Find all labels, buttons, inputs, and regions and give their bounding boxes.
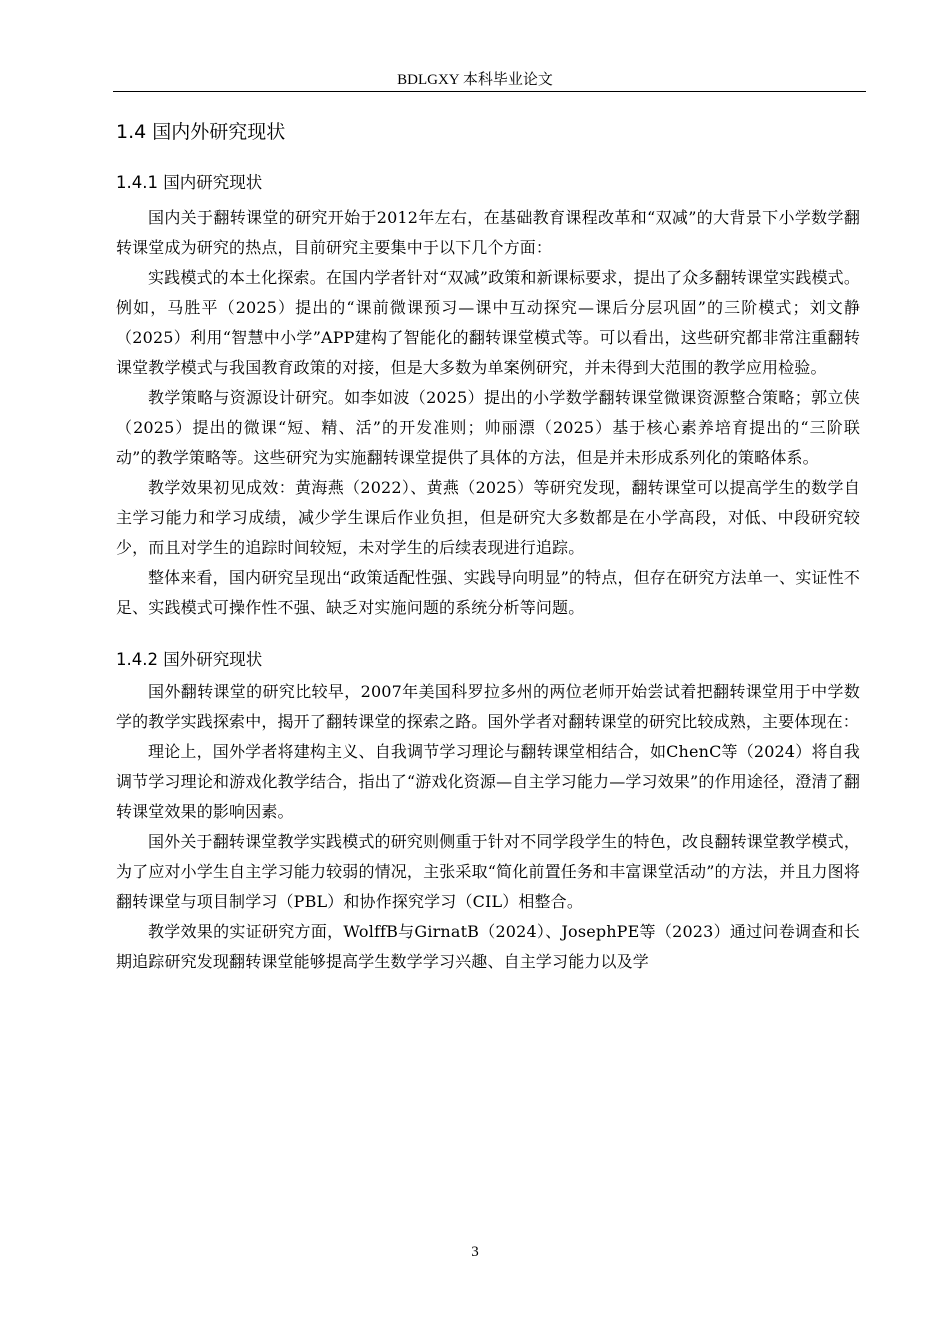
paragraph: 整体来看，国内研究呈现出“政策适配性强、实践导向明显”的特点，但存在研究方法单一、实证性不足、实践模式可操作性不强、缺乏对实施问题的系统分析等问题。	[116, 568, 860, 617]
paragraph: 理论上，国外学者将建构主义、自我调节学习理论与翻转课堂相结合，如ChenC等（2024）将自我调节学习理论和游戏化教学结合，指出了“游戏化资源—自主学习能力—学习效果”的作用途径，澄清了翻转课堂效果的影响因素。	[116, 742, 860, 821]
paragraph: 国外翻转课堂的研究比较早，2007年美国科罗拉多州的两位老师开始尝试着把翻转课堂用于中学数学的教学实践探索中，揭开了翻转课堂的探索之路。国外学者对翻转课堂的研究比较成熟，主要体现在：	[116, 682, 860, 731]
subsection-heading-foreign: 1.4.2 国外研究现状	[116, 650, 263, 669]
foreign-research-text	[116, 677, 860, 977]
paragraph: 教学效果初见成效：黄海燕（2022）、黄燕（2025）等研究发现，翻转课堂可以提高学生的数学自主学习能力和学习成绩，减少学生课后作业负担，但是研究大多数都是在小学高段，对低、中段研究较少，而且对学生的追踪时间较短，未对学生的后续表现进行追踪。	[116, 478, 860, 557]
paragraph: 国内关于翻转课堂的研究开始于2012年左右，在基础教育课程改革和“双减”的大背景下小学数学翻转课堂成为研究的热点，目前研究主要集中于以下几个方面：	[116, 208, 860, 257]
paragraph: 教学策略与资源设计研究。如李如波（2025）提出的小学数学翻转课堂微课资源整合策略；郭立侠（2025）提出的微课“短、精、活”的开发准则；帅丽漂（2025）基于核心素养培育提出的“三阶联动”的教学策略等。这些研究为实施翻转课堂提供了具体的方法，但是并未形成系列化的策略体系。	[116, 388, 860, 467]
page-number: 3	[471, 1244, 479, 1260]
paragraph: 国外关于翻转课堂教学实践模式的研究则侧重于针对不同学段学生的特色，改良翻转课堂教学模式，为了应对小学生自主学习能力较弱的情况，主张采取“简化前置任务和丰富课堂活动”的方法，并且力图将翻转课堂与项目制学习（PBL）和协作探究学习（CIL）相整合。	[116, 832, 860, 911]
running-header: BDLGXY 本科毕业论文	[397, 72, 553, 88]
domestic-research-text	[116, 203, 860, 623]
paragraph: 实践模式的本土化探索。在国内学者针对“双减”政策和新课标要求，提出了众多翻转课堂实践模式。例如，马胜平（2025）提出的“课前微课预习—课中互动探究—课后分层巩固”的三阶模式；刘文静（2025）利用“智慧中小学”APP建构了智能化的翻转课堂模式等。可以看出，这些研究都非常注重翻转课堂教学模式与我国教育政策的对接，但是大多数为单案例研究，并未得到大范围的教学应用检验。	[116, 268, 860, 377]
page-body	[116, 114, 860, 977]
subsection-heading-domestic: 1.4.1 国内研究现状	[116, 173, 263, 192]
paragraph: 教学效果的实证研究方面，WolffB与GirnatB（2024）、JosephPE等（2023）通过问卷调查和长期追踪研究发现翻转课堂能够提高学生数学学习兴趣、自主学习能力以及学	[116, 922, 860, 971]
header-divider	[113, 91, 866, 92]
section-heading: 1.4 国内外研究现状	[116, 121, 286, 143]
